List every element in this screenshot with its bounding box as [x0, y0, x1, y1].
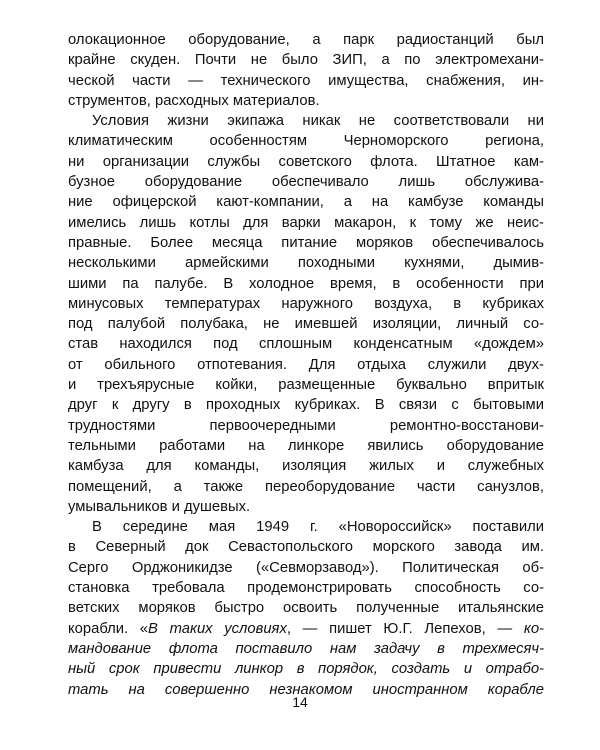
text-line: камбуза для команды, изоляция жилых и служебных: [68, 458, 544, 475]
text-line: ческой части — технического имущества, снабжения, ин-: [68, 72, 544, 89]
paragraph-3: [68, 517, 544, 700]
quote-text: В таких условиях: [148, 620, 287, 637]
text-line: став находился под сплошным конденсатным «дождем»: [68, 336, 544, 353]
text-line: от обильного отпотевания. Для отдыха служили двух-: [68, 356, 544, 373]
plain-text: корабли. «: [68, 620, 149, 637]
text-line: минусовых температурах наружного воздуха, в кубриках: [68, 295, 544, 312]
text-line: шими па палубе. В холодное время, в особенности при: [68, 275, 544, 292]
paragraph-2: [68, 111, 544, 517]
text-line: несколькими армейскими походными кухнями, дымив-: [68, 255, 544, 272]
text-line: тельными работами на линкоре явились оборудование: [68, 437, 544, 454]
text-line: имелись лишь котлы для варки макарон, к тому же неис-: [68, 214, 544, 231]
quote-line: ный срок привести линкор в порядок, создать и отрабо-: [68, 661, 544, 678]
text-line: струментов, расходных материалов.: [68, 92, 320, 109]
quote-line: тать на совершенно незнакомом иностранном корабле: [68, 681, 544, 698]
plain-text: , — пишет Ю.Г. Лепехов, —: [286, 620, 524, 637]
text-line: Серго Орджоникидзе («Севморзавод»). Политическая об-: [68, 559, 544, 576]
text-line: Условия жизни экипажа никак не соответствовали ни: [92, 113, 544, 130]
paragraph-1: [68, 30, 544, 111]
text-line-mixed: [68, 619, 544, 639]
text-line: правные. Более месяца питание моряков обеспечивалось: [68, 234, 544, 251]
text-line: умывальников и душевых.: [68, 498, 251, 515]
document-body: [68, 30, 544, 700]
text-line: помещений, а также переоборудование части санузлов,: [68, 478, 544, 495]
text-line: в Северный док Севастопольского морского завода им.: [68, 539, 544, 556]
quote-line: мандование флота поставило нам задачу в трехмесяч-: [68, 640, 544, 657]
text-line: и трехъярусные койки, размещенные буквально впритык: [68, 377, 544, 394]
text-line: В середине мая 1949 г. «Новороссийск» поставили: [92, 519, 544, 536]
text-line: трудностями первоочередными ремонтно-восстанови-: [68, 417, 544, 434]
text-line: бузное оборудование обеспечивало лишь обслужива-: [68, 174, 544, 191]
text-line: олокационное оборудование, а парк радиостанций был: [68, 32, 544, 48]
text-line: ветских моряков быстро освоить полученные итальянские: [68, 600, 544, 617]
text-line: становка требовала продемонстрировать способность со-: [68, 580, 544, 597]
text-line: под палубой полубака, не имевшей изоляции, личный со-: [68, 316, 544, 333]
quote-text: ко-: [523, 620, 544, 637]
page-number: 14: [292, 694, 308, 710]
text-line: ние офицерской кают-компании, а на камбузе команды: [68, 194, 544, 211]
text-line: друг к другу в проходных кубриках. В связи с бытовыми: [68, 397, 544, 414]
text-line: крайне скуден. Почти не было ЗИП, а по электромехани-: [68, 52, 544, 69]
text-line: климатическим особенностям Черноморского региона,: [68, 133, 544, 150]
text-line: ни организации службы советского флота. Штатное кам-: [68, 153, 544, 170]
